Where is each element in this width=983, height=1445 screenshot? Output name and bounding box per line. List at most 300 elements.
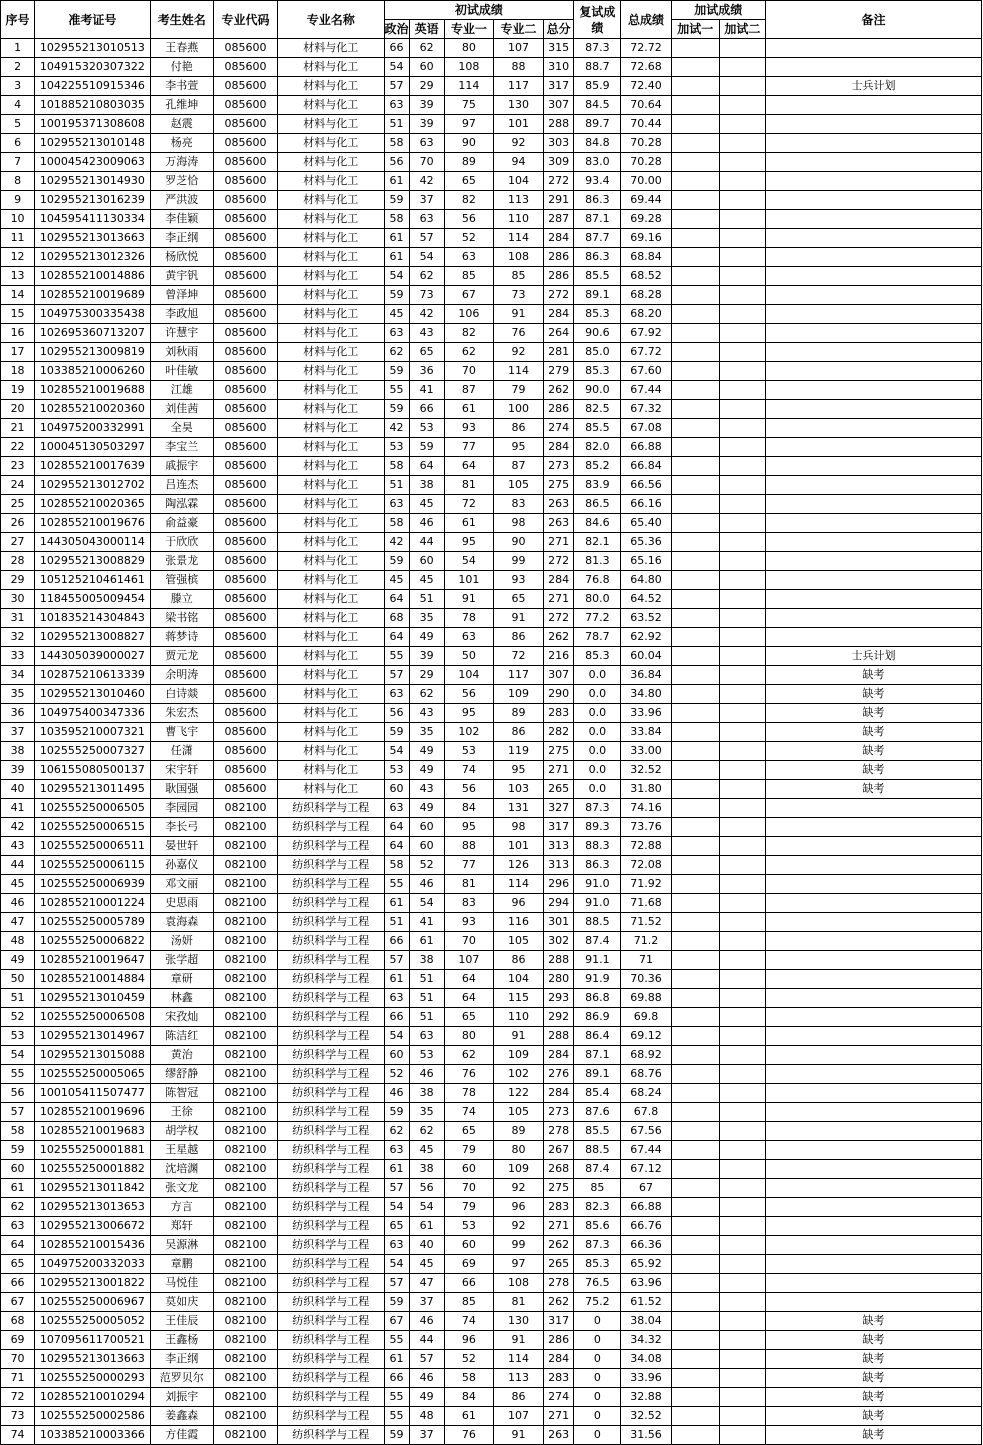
overall-cell: 63.52 [621, 609, 671, 628]
major-code-cell: 082100 [213, 951, 277, 970]
extra1-cell [671, 1236, 719, 1255]
politics-cell: 54 [384, 742, 409, 761]
extra2-cell [719, 932, 765, 951]
politics-cell: 42 [384, 419, 409, 438]
english-cell: 63 [409, 134, 444, 153]
extra2-cell [719, 267, 765, 286]
seq-cell: 13 [1, 267, 35, 286]
total-cell: 280 [544, 970, 574, 989]
major-code-cell: 085600 [213, 590, 277, 609]
major-name-cell: 材料与化工 [278, 343, 384, 362]
remark-cell: 缺考 [766, 742, 982, 761]
header-major-name: 专业名称 [278, 1, 384, 39]
major-name-cell: 纺织科学与工程 [278, 1008, 384, 1027]
seq-cell: 72 [1, 1388, 35, 1407]
major-name-cell: 纺织科学与工程 [278, 818, 384, 837]
name-cell: 章鹏 [150, 1255, 213, 1274]
extra2-cell [719, 723, 765, 742]
exam-id-cell: 102955213010460 [35, 685, 150, 704]
major-name-cell: 材料与化工 [278, 723, 384, 742]
overall-cell: 72.72 [621, 39, 671, 58]
politics-cell: 59 [384, 362, 409, 381]
name-cell: 李正纲 [150, 229, 213, 248]
extra1-cell [671, 1160, 719, 1179]
total-cell: 262 [544, 1293, 574, 1312]
major1-cell: 95 [444, 704, 493, 723]
exam-id-cell: 102555250006967 [35, 1293, 150, 1312]
extra2-cell [719, 666, 765, 685]
extra2-cell [719, 1369, 765, 1388]
total-cell: 286 [544, 267, 574, 286]
english-cell: 35 [409, 1103, 444, 1122]
name-cell: 宋孜灿 [150, 1008, 213, 1027]
total-cell: 264 [544, 324, 574, 343]
overall-cell: 73.76 [621, 818, 671, 837]
extra2-cell [719, 96, 765, 115]
retest-cell: 82.5 [574, 400, 621, 419]
remark-cell [766, 552, 982, 571]
exam-id-cell: 102955213011495 [35, 780, 150, 799]
major-name-cell: 材料与化工 [278, 647, 384, 666]
seq-cell: 43 [1, 837, 35, 856]
politics-cell: 57 [384, 951, 409, 970]
major2-cell: 83 [493, 495, 543, 514]
total-cell: 301 [544, 913, 574, 932]
retest-cell: 82.1 [574, 533, 621, 552]
remark-cell: 缺考 [766, 666, 982, 685]
major-name-cell: 纺织科学与工程 [278, 1122, 384, 1141]
politics-cell: 59 [384, 1426, 409, 1445]
major1-cell: 72 [444, 495, 493, 514]
politics-cell: 65 [384, 1217, 409, 1236]
overall-cell: 67.44 [621, 381, 671, 400]
seq-cell: 19 [1, 381, 35, 400]
total-cell: 284 [544, 438, 574, 457]
remark-cell [766, 1255, 982, 1274]
english-cell: 61 [409, 1217, 444, 1236]
name-cell: 宋宇轩 [150, 761, 213, 780]
total-cell: 283 [544, 1198, 574, 1217]
english-cell: 36 [409, 362, 444, 381]
name-cell: 曾泽坤 [150, 286, 213, 305]
major-code-cell: 085600 [213, 210, 277, 229]
table-row [1, 742, 982, 761]
politics-cell: 58 [384, 210, 409, 229]
extra1-cell [671, 191, 719, 210]
header-total: 总分 [544, 20, 574, 39]
politics-cell: 61 [384, 248, 409, 267]
seq-cell: 12 [1, 248, 35, 267]
name-cell: 陶泓霖 [150, 495, 213, 514]
english-cell: 46 [409, 514, 444, 533]
extra1-cell [671, 685, 719, 704]
name-cell: 汤妍 [150, 932, 213, 951]
extra1-cell [671, 438, 719, 457]
name-cell: 黄宇钒 [150, 267, 213, 286]
major2-cell: 94 [493, 153, 543, 172]
overall-cell: 34.80 [621, 685, 671, 704]
extra1-cell [671, 1331, 719, 1350]
remark-cell [766, 1027, 982, 1046]
seq-cell: 49 [1, 951, 35, 970]
politics-cell: 64 [384, 628, 409, 647]
politics-cell: 66 [384, 1369, 409, 1388]
major-code-cell: 082100 [213, 1236, 277, 1255]
major-code-cell: 085600 [213, 248, 277, 267]
major-code-cell: 082100 [213, 1179, 277, 1198]
english-cell: 48 [409, 1407, 444, 1426]
table-row [1, 1046, 982, 1065]
exam-id-cell: 102955213012326 [35, 248, 150, 267]
exam-id-cell: 104915320307322 [35, 58, 150, 77]
overall-cell: 70.28 [621, 134, 671, 153]
remark-cell [766, 609, 982, 628]
table-row [1, 1293, 982, 1312]
major2-cell: 97 [493, 1255, 543, 1274]
extra2-cell [719, 324, 765, 343]
name-cell: 管强槟 [150, 571, 213, 590]
name-cell: 任潇 [150, 742, 213, 761]
seq-cell: 4 [1, 96, 35, 115]
name-cell: 胡学权 [150, 1122, 213, 1141]
name-cell: 沈培渊 [150, 1160, 213, 1179]
major-name-cell: 材料与化工 [278, 742, 384, 761]
english-cell: 46 [409, 1369, 444, 1388]
seq-cell: 7 [1, 153, 35, 172]
major2-cell: 88 [493, 58, 543, 77]
major-code-cell: 085600 [213, 514, 277, 533]
table-row [1, 989, 982, 1008]
seq-cell: 8 [1, 172, 35, 191]
major-name-cell: 材料与化工 [278, 761, 384, 780]
extra1-cell [671, 343, 719, 362]
major-name-cell: 材料与化工 [278, 400, 384, 419]
major1-cell: 80 [444, 39, 493, 58]
table-row [1, 96, 982, 115]
english-cell: 60 [409, 837, 444, 856]
remark-cell [766, 457, 982, 476]
table-row [1, 1407, 982, 1426]
total-cell: 274 [544, 419, 574, 438]
major1-cell: 80 [444, 1027, 493, 1046]
total-cell: 284 [544, 305, 574, 324]
retest-cell: 84.5 [574, 96, 621, 115]
major-name-cell: 纺织科学与工程 [278, 989, 384, 1008]
table-row [1, 1141, 982, 1160]
major-name-cell: 材料与化工 [278, 457, 384, 476]
remark-cell [766, 894, 982, 913]
table-row [1, 1160, 982, 1179]
major-name-cell: 纺织科学与工程 [278, 1046, 384, 1065]
major2-cell: 81 [493, 1293, 543, 1312]
retest-cell: 85 [574, 1179, 621, 1198]
header-seq: 序号 [1, 1, 35, 39]
overall-cell: 69.44 [621, 191, 671, 210]
remark-cell [766, 153, 982, 172]
table-row [1, 1369, 982, 1388]
major-code-cell: 085600 [213, 419, 277, 438]
extra2-cell [719, 685, 765, 704]
major2-cell: 73 [493, 286, 543, 305]
extra1-cell [671, 932, 719, 951]
remark-cell [766, 1274, 982, 1293]
table-row [1, 229, 982, 248]
politics-cell: 64 [384, 590, 409, 609]
table-row [1, 58, 982, 77]
english-cell: 45 [409, 1255, 444, 1274]
remark-cell [766, 590, 982, 609]
major-code-cell: 082100 [213, 1388, 277, 1407]
major2-cell: 117 [493, 666, 543, 685]
extra2-cell [719, 39, 765, 58]
extra2-cell [719, 875, 765, 894]
english-cell: 38 [409, 951, 444, 970]
exam-id-cell: 102555250000293 [35, 1369, 150, 1388]
major1-cell: 63 [444, 248, 493, 267]
major1-cell: 91 [444, 590, 493, 609]
exam-id-cell: 102555250001882 [35, 1160, 150, 1179]
exam-id-cell: 118455005009454 [35, 590, 150, 609]
major1-cell: 93 [444, 419, 493, 438]
overall-cell: 67.72 [621, 343, 671, 362]
major-name-cell: 纺织科学与工程 [278, 1388, 384, 1407]
extra1-cell [671, 419, 719, 438]
total-cell: 286 [544, 1331, 574, 1350]
total-cell: 288 [544, 115, 574, 134]
total-cell: 273 [544, 457, 574, 476]
english-cell: 43 [409, 780, 444, 799]
table-row [1, 210, 982, 229]
major-code-cell: 085600 [213, 305, 277, 324]
retest-cell: 85.5 [574, 267, 621, 286]
total-cell: 275 [544, 742, 574, 761]
extra1-cell [671, 1426, 719, 1445]
politics-cell: 58 [384, 856, 409, 875]
remark-cell [766, 362, 982, 381]
table-row [1, 666, 982, 685]
overall-cell: 38.04 [621, 1312, 671, 1331]
extra1-cell [671, 58, 719, 77]
english-cell: 57 [409, 1350, 444, 1369]
remark-cell [766, 1008, 982, 1027]
major2-cell: 98 [493, 818, 543, 837]
table-row [1, 324, 982, 343]
major-code-cell: 085600 [213, 571, 277, 590]
name-cell: 李佳颖 [150, 210, 213, 229]
name-cell: 章研 [150, 970, 213, 989]
politics-cell: 57 [384, 77, 409, 96]
extra2-cell [719, 1388, 765, 1407]
extra1-cell [671, 1407, 719, 1426]
major-name-cell: 纺织科学与工程 [278, 1369, 384, 1388]
major2-cell: 79 [493, 381, 543, 400]
total-cell: 272 [544, 609, 574, 628]
major-code-cell: 085600 [213, 704, 277, 723]
politics-cell: 55 [384, 1407, 409, 1426]
retest-cell: 89.1 [574, 1065, 621, 1084]
retest-cell: 86.3 [574, 191, 621, 210]
retest-cell: 85.6 [574, 1217, 621, 1236]
table-row [1, 647, 982, 666]
exam-id-cell: 102955213006672 [35, 1217, 150, 1236]
politics-cell: 53 [384, 761, 409, 780]
major2-cell: 110 [493, 1008, 543, 1027]
english-cell: 45 [409, 571, 444, 590]
total-cell: 282 [544, 723, 574, 742]
politics-cell: 57 [384, 666, 409, 685]
name-cell: 耿国强 [150, 780, 213, 799]
major2-cell: 107 [493, 39, 543, 58]
overall-cell: 36.84 [621, 666, 671, 685]
english-cell: 29 [409, 77, 444, 96]
retest-cell: 86.3 [574, 248, 621, 267]
major-name-cell: 材料与化工 [278, 780, 384, 799]
exam-id-cell: 104975300335438 [35, 305, 150, 324]
major1-cell: 60 [444, 1160, 493, 1179]
major-code-cell: 085600 [213, 153, 277, 172]
major1-cell: 95 [444, 533, 493, 552]
major2-cell: 93 [493, 571, 543, 590]
total-cell: 317 [544, 818, 574, 837]
header-english: 英语 [409, 20, 444, 39]
retest-cell: 88.7 [574, 58, 621, 77]
total-cell: 262 [544, 381, 574, 400]
major-name-cell: 纺织科学与工程 [278, 799, 384, 818]
major-name-cell: 纺织科学与工程 [278, 1350, 384, 1369]
major-name-cell: 材料与化工 [278, 172, 384, 191]
name-cell: 张景龙 [150, 552, 213, 571]
retest-cell: 82.3 [574, 1198, 621, 1217]
remark-cell [766, 58, 982, 77]
header-initial-score: 初试成绩 [384, 1, 574, 20]
name-cell: 滕立 [150, 590, 213, 609]
exam-id-cell: 102855210020360 [35, 400, 150, 419]
extra2-cell [719, 191, 765, 210]
extra1-cell [671, 1388, 719, 1407]
extra2-cell [719, 856, 765, 875]
english-cell: 39 [409, 96, 444, 115]
extra1-cell [671, 837, 719, 856]
extra1-cell [671, 913, 719, 932]
major-code-cell: 082100 [213, 875, 277, 894]
seq-cell: 54 [1, 1046, 35, 1065]
name-cell: 江雄 [150, 381, 213, 400]
major2-cell: 115 [493, 989, 543, 1008]
total-cell: 317 [544, 1312, 574, 1331]
major-code-cell: 082100 [213, 989, 277, 1008]
politics-cell: 54 [384, 1255, 409, 1274]
major2-cell: 114 [493, 362, 543, 381]
overall-cell: 67.44 [621, 1141, 671, 1160]
exam-id-cell: 102955213010513 [35, 39, 150, 58]
name-cell: 吕连杰 [150, 476, 213, 495]
major2-cell: 92 [493, 1179, 543, 1198]
header-retest-score: 复试成绩 [574, 1, 621, 39]
major1-cell: 69 [444, 1255, 493, 1274]
exam-id-cell: 102955213011842 [35, 1179, 150, 1198]
seq-cell: 14 [1, 286, 35, 305]
seq-cell: 56 [1, 1084, 35, 1103]
major-name-cell: 纺织科学与工程 [278, 1255, 384, 1274]
major2-cell: 86 [493, 723, 543, 742]
remark-cell [766, 438, 982, 457]
seq-cell: 30 [1, 590, 35, 609]
total-cell: 307 [544, 666, 574, 685]
major-name-cell: 纺织科学与工程 [278, 1331, 384, 1350]
extra1-cell [671, 533, 719, 552]
extra1-cell [671, 77, 719, 96]
exam-id-cell: 102955213010148 [35, 134, 150, 153]
seq-cell: 34 [1, 666, 35, 685]
major-name-cell: 材料与化工 [278, 514, 384, 533]
extra2-cell [719, 286, 765, 305]
retest-cell: 0 [574, 1312, 621, 1331]
major-code-cell: 085600 [213, 666, 277, 685]
exam-id-cell: 102555250006822 [35, 932, 150, 951]
major-code-cell: 082100 [213, 1065, 277, 1084]
remark-cell [766, 856, 982, 875]
remark-cell [766, 248, 982, 267]
remark-cell [766, 533, 982, 552]
seq-cell: 41 [1, 799, 35, 818]
major2-cell: 92 [493, 1217, 543, 1236]
major-code-cell: 082100 [213, 1426, 277, 1445]
major-code-cell: 082100 [213, 932, 277, 951]
remark-cell: 缺考 [766, 1426, 982, 1445]
major-name-cell: 纺织科学与工程 [278, 1274, 384, 1293]
major-name-cell: 材料与化工 [278, 267, 384, 286]
extra1-cell [671, 799, 719, 818]
politics-cell: 63 [384, 685, 409, 704]
total-cell: 268 [544, 1160, 574, 1179]
remark-cell [766, 989, 982, 1008]
english-cell: 62 [409, 1122, 444, 1141]
politics-cell: 62 [384, 1122, 409, 1141]
major-code-cell: 085600 [213, 115, 277, 134]
overall-cell: 65.16 [621, 552, 671, 571]
extra1-cell [671, 1122, 719, 1141]
exam-id-cell: 102955213009819 [35, 343, 150, 362]
total-cell: 313 [544, 856, 574, 875]
seq-cell: 59 [1, 1141, 35, 1160]
major-name-cell: 材料与化工 [278, 571, 384, 590]
seq-cell: 10 [1, 210, 35, 229]
politics-cell: 59 [384, 286, 409, 305]
major-code-cell: 082100 [213, 1274, 277, 1293]
retest-cell: 88.5 [574, 1141, 621, 1160]
overall-cell: 69.88 [621, 989, 671, 1008]
overall-cell: 68.24 [621, 1084, 671, 1103]
major1-cell: 64 [444, 989, 493, 1008]
extra1-cell [671, 818, 719, 837]
extra1-cell [671, 96, 719, 115]
remark-cell [766, 400, 982, 419]
english-cell: 53 [409, 1046, 444, 1065]
major-code-cell: 085600 [213, 77, 277, 96]
seq-cell: 29 [1, 571, 35, 590]
major-code-cell: 082100 [213, 1122, 277, 1141]
extra1-cell [671, 856, 719, 875]
extra1-cell [671, 1141, 719, 1160]
header-extra-score: 加试成绩 [671, 1, 765, 20]
extra2-cell [719, 1103, 765, 1122]
total-cell: 288 [544, 1027, 574, 1046]
total-cell: 284 [544, 229, 574, 248]
major-code-cell: 082100 [213, 1160, 277, 1179]
extra2-cell [719, 894, 765, 913]
retest-cell: 77.2 [574, 609, 621, 628]
english-cell: 62 [409, 267, 444, 286]
